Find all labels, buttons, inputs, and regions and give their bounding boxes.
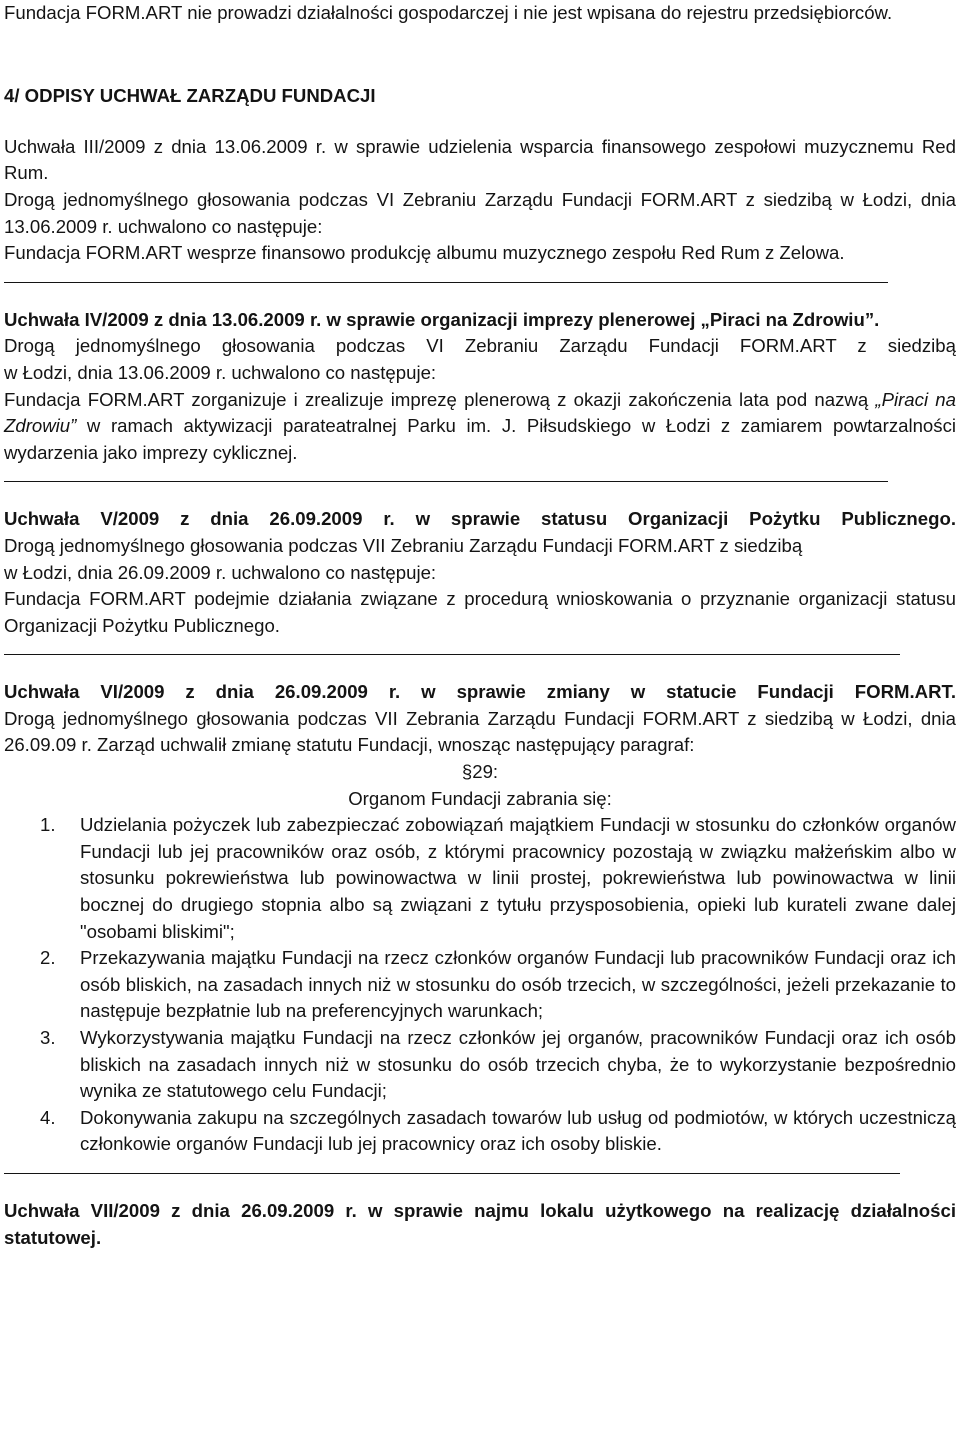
- resolution-iv-body-end: w ramach aktywizacji parateatralnej Parku im. J. Piłsudskiego w Łodzi z zamiarem powtarzalności wydarzenia jako imprezy cyklicznej.: [4, 415, 956, 463]
- list-item-text: Wykorzystywania majątku Fundacji na rzecz członków jej organów, pracowników Fundacji oraz ich osób bliskich na zasadach innych niż w stosunku do osób trzecich chyba, że to wykorzystanie bezpośrednio wynika ze statutowego celu Fundacji;: [80, 1027, 956, 1102]
- resolution-vi: [4, 679, 956, 1158]
- resolution-iv-vote-line1: Drogą jednomyślnego głosowania podczas VI Zebraniu Zarządu Fundacji FORM.ART z siedzibą: [4, 335, 956, 357]
- resolution-vi-vote: Drogą jednomyślnego głosowania podczas VII Zebrania Zarządu Fundacji FORM.ART z siedzibą w Łodzi, dnia 26.09.09 r. Zarząd uchwalił zmianę statutu Fundacji, wnosząc następujący paragraf:: [4, 707, 956, 756]
- resolution-iv-body-start: Fundacja FORM.ART zorganizuje i zrealizuje imprezę plenerową z okazji zakończenia lata pod nazwą: [4, 388, 876, 410]
- list-item-number: 4.: [40, 1106, 56, 1128]
- prohibitions-list: [4, 812, 956, 1158]
- event-name: „Piraci na Zdrowiu”: [4, 388, 956, 437]
- resolution-v-vote-line2: w Łodzi, dnia 26.09.2009 r. uchwalono co następuje:: [4, 561, 437, 583]
- list-item: [4, 1105, 956, 1158]
- resolution-vi-title: Uchwała VI/2009 z dnia 26.09.2009 r. w sprawie zmiany w statucie Fundacji FORM.ART.: [4, 681, 956, 703]
- resolution-iv: [4, 307, 956, 467]
- resolution-iii: [4, 134, 956, 267]
- divider-line: [4, 282, 888, 283]
- list-item-text: Udzielania pożyczek lub zabezpieczać zobowiązań majątkiem Fundacji w stosunku do członków organów Fundacji lub jej pracowników oraz osób, z którymi pracownicy pozostają w związku małżeńskim albo w stosunku pokrewieństwa lub powinowactwa w linii prostej, pokrewieństwa lub powinowactwa w linii bocznej do drugiego stopnia albo są związani z tytułu przysposobienia, opieki lub kurateli zwane dalej "osobami bliskimi";: [80, 814, 956, 942]
- resolution-iii-title: Uchwała III/2009 z dnia 13.06.2009 r. w sprawie udzielenia wsparcia finansowego zespołowi muzycznemu Red Rum.: [4, 135, 956, 184]
- list-item-number: 1.: [40, 814, 56, 836]
- list-item: [4, 1025, 956, 1105]
- intro-paragraph: Fundacja FORM.ART nie prowadzi działalności gospodarczej i nie jest wpisana do rejestru przedsiębiorców.: [4, 2, 893, 23]
- resolution-v-vote-line1: Drogą jednomyślnego głosowania podczas VII Zebraniu Zarządu Fundacji FORM.ART z siedzibą: [4, 534, 803, 556]
- list-item-text: Przekazywania majątku Fundacji na rzecz członków organów Fundacji lub pracowników Fundacji oraz ich osób bliskich, na zasadach innych niż w stosunku do osób trzecich, w szczególności, jeżeli przekazanie to następuje bezpłatnie lub na preferencyjnych warunkach;: [80, 947, 956, 1022]
- resolution-iii-vote: Drogą jednomyślnego głosowania podczas VI Zebraniu Zarządu Fundacji FORM.ART z siedzibą w Łodzi, dnia 13.06.2009 r. uchwalono co następuje:: [4, 188, 956, 237]
- divider-line: [4, 654, 900, 655]
- section-heading: 4/ ODPISY UCHWAŁ ZARZĄDU FUNDACJI: [4, 85, 376, 107]
- resolution-iv-body: [4, 387, 956, 467]
- resolution-vii: [4, 1198, 956, 1251]
- list-item-text: Dokonywania zakupu na szczególnych zasadach towarów lub usług od podmiotów, w których uczestniczą członkowie organów Fundacji lub jej pracownicy oraz ich osoby bliskie.: [80, 1106, 956, 1155]
- divider-line: [4, 1173, 900, 1174]
- divider-line: [4, 481, 888, 482]
- resolution-iv-title: Uchwała IV/2009 z dnia 13.06.2009 r. w sprawie organizacji imprezy plenerowej „Piraci na Zdrowiu”.: [4, 308, 880, 330]
- resolution-v-title: Uchwała V/2009 z dnia 26.09.2009 r. w sprawie statusu Organizacji Pożytku Publicznego.: [4, 508, 956, 530]
- list-item-number: 3.: [40, 1027, 56, 1048]
- list-item-number: 2.: [40, 947, 56, 969]
- paragraph-mark: §29:: [461, 761, 499, 783]
- paragraph-title: Organom Fundacji zabrania się:: [348, 787, 612, 809]
- list-item: [4, 812, 956, 945]
- document-page: [4, 0, 956, 1251]
- resolution-v-body: Fundacja FORM.ART podejmie działania związane z procedurą wnioskowania o przyznanie organizacji statusu Organizacji Pożytku Publicznego.: [4, 588, 956, 636]
- resolution-iii-body: Fundacja FORM.ART wesprze finansowo produkcję albumu muzycznego zespołu Red Rum z Zelowa.: [4, 242, 845, 264]
- resolution-vii-title: Uchwała VII/2009 z dnia 26.09.2009 r. w sprawie najmu lokalu użytkowego na realizację działalności statutowej.: [4, 1199, 956, 1248]
- resolution-iv-vote-line2: w Łodzi, dnia 13.06.2009 r. uchwalono co następuje:: [4, 361, 437, 383]
- list-item: [4, 945, 956, 1025]
- resolution-v: [4, 506, 956, 639]
- spacer: [4, 27, 956, 54]
